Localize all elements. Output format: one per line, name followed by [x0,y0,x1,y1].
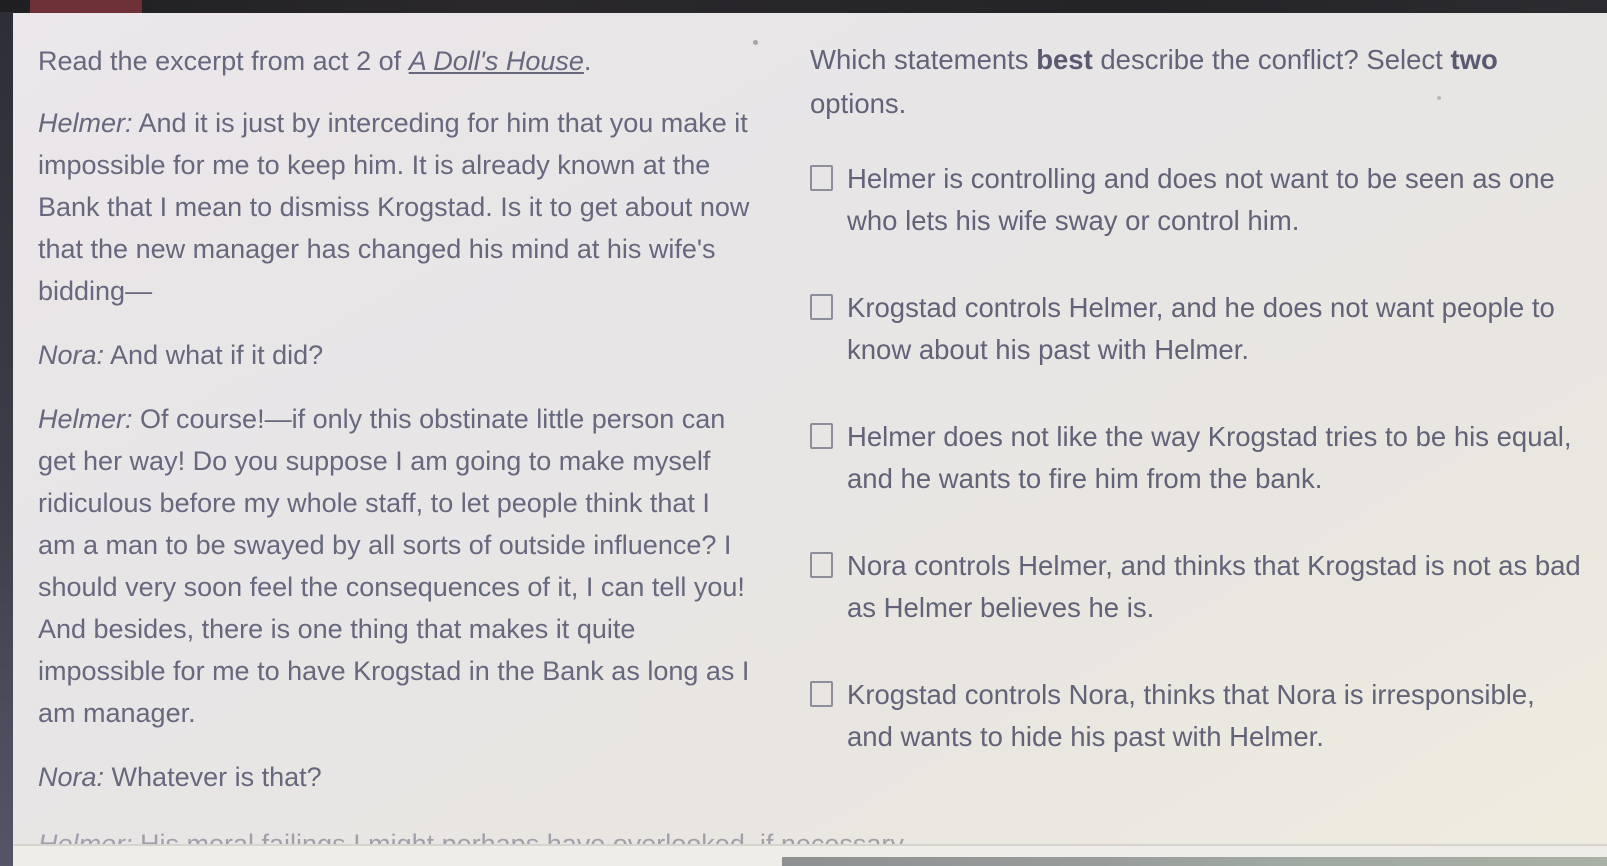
photo-speck [1437,96,1441,100]
speaker-name: Nora: [38,340,105,370]
passage-paragraph [38,398,750,734]
option-label: Nora controls Helmer, and thinks that Krogstad is not as bad as Helmer believes he is. [847,550,1581,623]
question-segment: options. [810,88,907,119]
option-label: Krogstad controls Nora, thinks that Nora is irresponsible, and wants to hide his past with Helmer. [847,679,1535,752]
passage-instruction [38,40,750,82]
instruction-suffix: . [583,46,592,76]
answer-option[interactable] [810,158,1582,242]
option-checkbox[interactable] [810,552,833,578]
work-title: A Doll's House [408,46,584,76]
question-segment: describe the conflict? Select [1092,44,1451,75]
instruction-text: Read the excerpt from act 2 of [38,46,409,76]
bezel-red-marking [30,0,142,13]
passage-paragraph [38,334,750,376]
answer-option[interactable] [810,674,1582,758]
passage-paragraph [38,102,750,312]
option-checkbox[interactable] [810,681,833,707]
question-panel [810,38,1582,758]
answer-option[interactable] [810,545,1582,629]
screen-bezel-left [0,12,13,866]
photo-speck [753,40,758,45]
option-checkbox[interactable] [810,165,833,191]
option-label: Helmer is controlling and does not want to be seen as one who lets his wife sway or control him. [847,163,1555,236]
question-text [810,38,1510,126]
truncated-dialogue-line [38,831,798,842]
option-label: Krogstad controls Helmer, and he does not want people to know about his past with Helmer. [847,292,1555,365]
question-emphasis: two [1450,44,1498,75]
bottom-ui-fragment [782,857,1607,866]
option-checkbox[interactable] [810,423,833,449]
option-label: Helmer does not like the way Krogstad tries to be his equal, and he wants to fire him from the bank. [847,421,1572,494]
dialogue-text: Of course!—if only this obstinate little person can get her way! Do you suppose I am going to make myself ridiculous before my whole staff, to let people think that I am a man to be swayed by all sorts of outside influence? I should very soon feel the consequences of it, I can tell you! And besides, there is one thing that makes it quite impossible for me to have Krogstad in the Bank as long as I am manager. [38,404,750,728]
speaker-name: Helmer: [38,108,133,138]
passage-paragraph [38,756,750,798]
question-emphasis: best [1036,44,1093,75]
dialogue-text: Whatever is that? [111,762,322,792]
screen-bezel-top [0,0,1607,13]
answer-option[interactable] [810,416,1582,500]
speaker-name: Nora: [38,762,105,792]
question-segment: Which statements [810,44,1037,75]
passage-panel [38,40,750,820]
option-checkbox[interactable] [810,294,833,320]
options-list [810,158,1582,758]
dialogue-text: And what if it did? [110,340,324,370]
speaker-name: Helmer: [38,404,133,434]
dialogue-text: And it is just by interceding for him that you make it impossible for me to keep him. It is already known at the Bank that I mean to dismiss Krogstad. Is it to get about now that the new manager has changed his mind at his wife's bidding— [38,108,750,306]
answer-option[interactable] [810,287,1582,371]
